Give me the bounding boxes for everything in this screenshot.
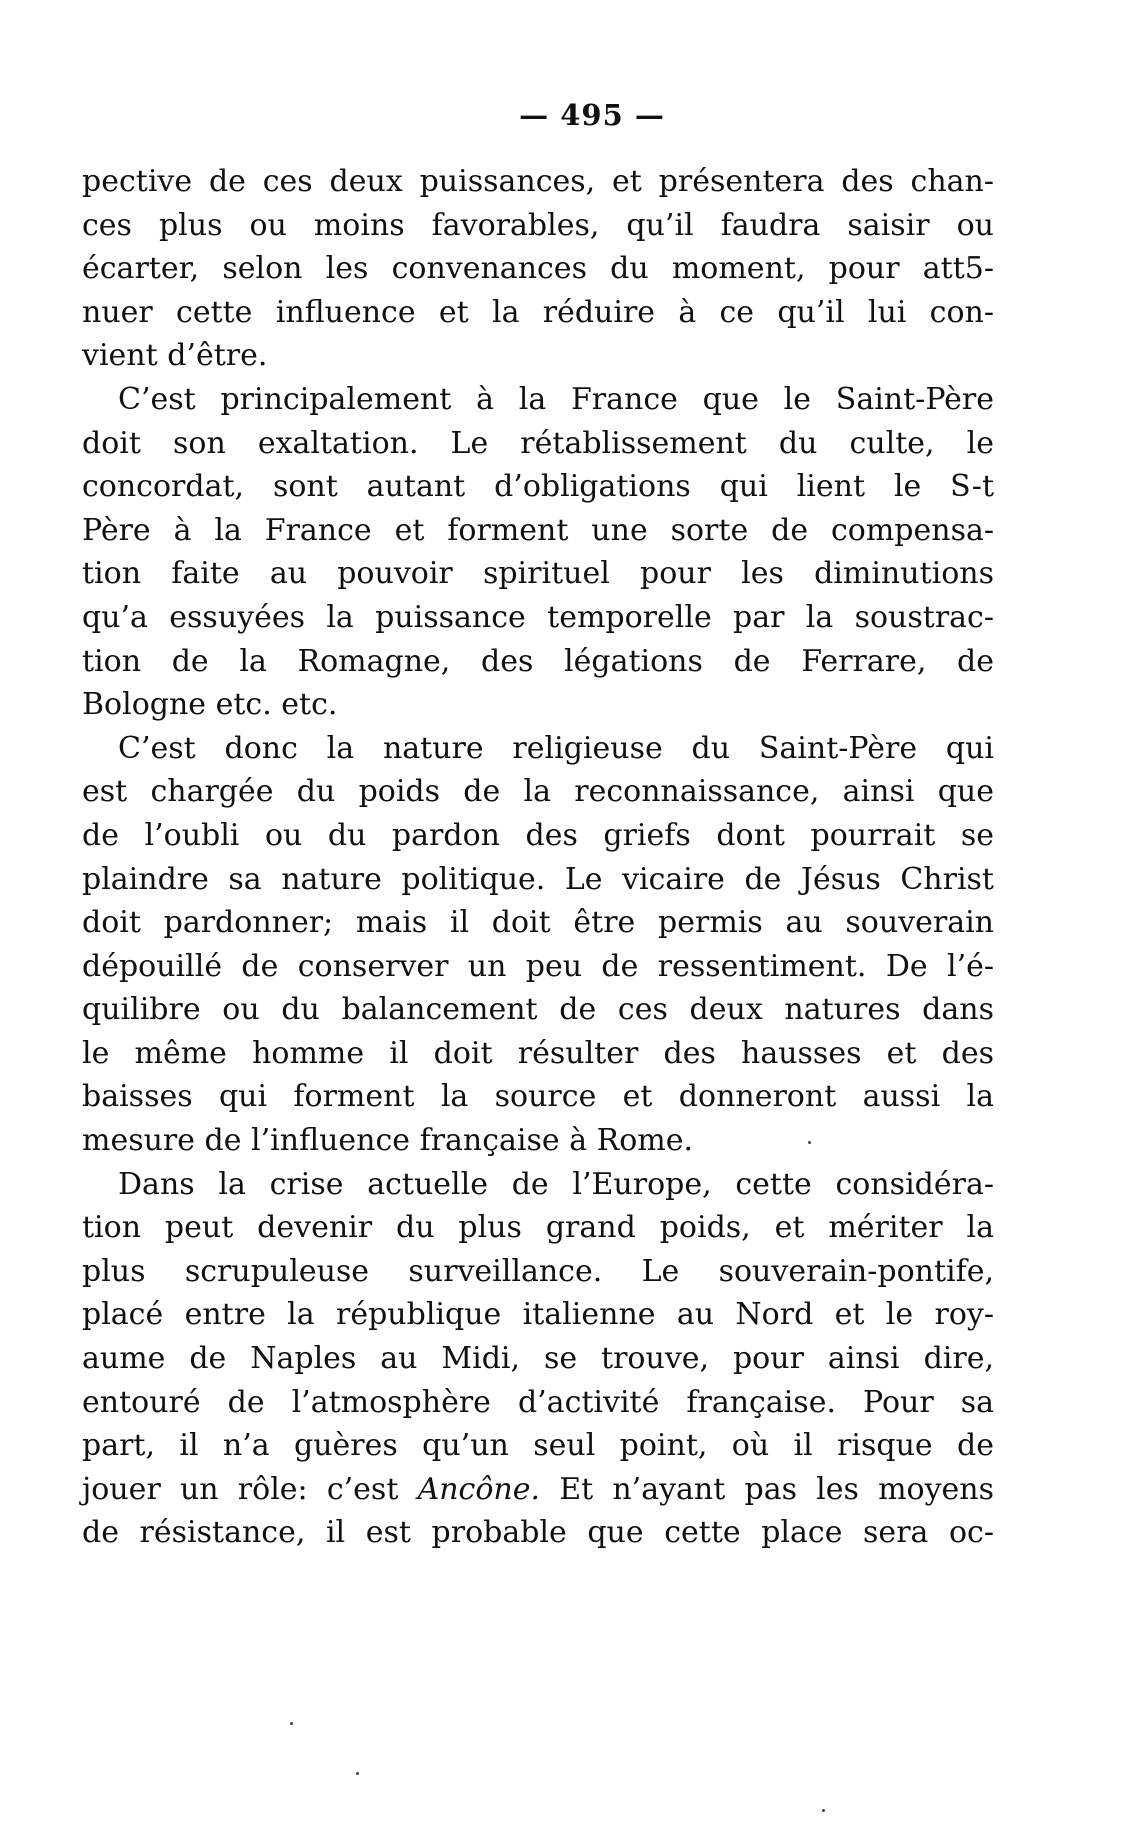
- text-line: doit pardonner; mais il doit être permis au souverain: [82, 905, 994, 941]
- text-line: est chargée du poids de la reconnaissance, ainsi que: [82, 774, 994, 810]
- text-line: Dans la crise actuelle de l’Europe, cette considéra-: [118, 1166, 994, 1202]
- text-line: dépouillé de conserver un peu de ressentiment. De l’é-: [82, 948, 994, 984]
- text-line: C’est principalement à la France que le Saint-Père: [118, 381, 994, 417]
- text-line: écarter, selon les convenances du moment, pour att5-: [82, 251, 994, 287]
- paragraph: [82, 160, 994, 378]
- text-line: tion faite au pouvoir spirituel pour les diminutions: [82, 556, 994, 592]
- body-text: [82, 160, 994, 1555]
- text-line: entouré de l’atmosphère d’activité française. Pour sa: [82, 1384, 994, 1420]
- text-line: mesure de l’influence française à Rome.: [82, 1123, 694, 1159]
- text-line: Bologne etc. etc.: [82, 687, 338, 723]
- text-line: le même homme il doit résulter des hausses et des: [82, 1035, 994, 1071]
- text-line: nuer cette influence et la réduire à ce qu’il lui con-: [82, 294, 994, 330]
- scan-speck: [356, 1772, 359, 1775]
- italic-place-name: Ancône.: [417, 1471, 541, 1507]
- paragraph: [82, 378, 994, 727]
- text-line: tion de la Romagne, des légations de Ferrare, de: [82, 643, 994, 679]
- text-line: concordat, sont autant d’obligations qui lient le S-t: [82, 469, 994, 505]
- text-line-with-italic: [82, 1468, 994, 1512]
- text-line: ces plus ou moins favorables, qu’il faudra saisir ou: [82, 207, 994, 243]
- text-line: qu’a essuyées la puissance temporelle par la soustrac-: [82, 599, 994, 635]
- paragraph: [82, 1163, 994, 1555]
- text-line: placé entre la république italienne au Nord et le roy-: [82, 1297, 994, 1333]
- text-line: quilibre ou du balancement de ces deux natures dans: [82, 992, 994, 1028]
- text-line: Père à la France et forment une sorte de compensa-: [82, 512, 994, 548]
- text-line: aume de Naples au Midi, se trouve, pour ainsi dire,: [82, 1341, 994, 1377]
- page-number: — 495 —: [519, 98, 665, 132]
- text-line: part, il n’a guères qu’un seul point, où il risque de: [82, 1428, 994, 1464]
- text-segment: Et n’ayant pas les moyens: [540, 1471, 995, 1507]
- paragraph: [82, 727, 994, 1163]
- text-line: pective de ces deux puissances, et présentera des chan-: [82, 164, 994, 199]
- scan-speck: [808, 1141, 811, 1144]
- text-line: C’est donc la nature religieuse du Saint-Père qui: [118, 730, 994, 766]
- text-line: de l’oubli ou du pardon des griefs dont pourrait se: [82, 817, 994, 853]
- scan-speck: [822, 1809, 825, 1812]
- text-line: tion peut devenir du plus grand poids, et mériter la: [82, 1210, 994, 1246]
- text-segment: jouer un rôle: c’est: [82, 1471, 418, 1507]
- text-line: plus scrupuleuse surveillance. Le souverain-pontife,: [82, 1253, 994, 1289]
- text-line: plaindre sa nature politique. Le vicaire de Jésus Christ: [82, 861, 994, 897]
- text-line: baisses qui forment la source et donneront aussi la: [82, 1079, 994, 1115]
- text-line: doit son exaltation. Le rétablissement du culte, le: [82, 425, 994, 461]
- text-line: vient d’être.: [82, 338, 268, 374]
- text-line: de résistance, il est probable que cette place sera oc-: [82, 1515, 994, 1551]
- scan-speck: [290, 1722, 293, 1725]
